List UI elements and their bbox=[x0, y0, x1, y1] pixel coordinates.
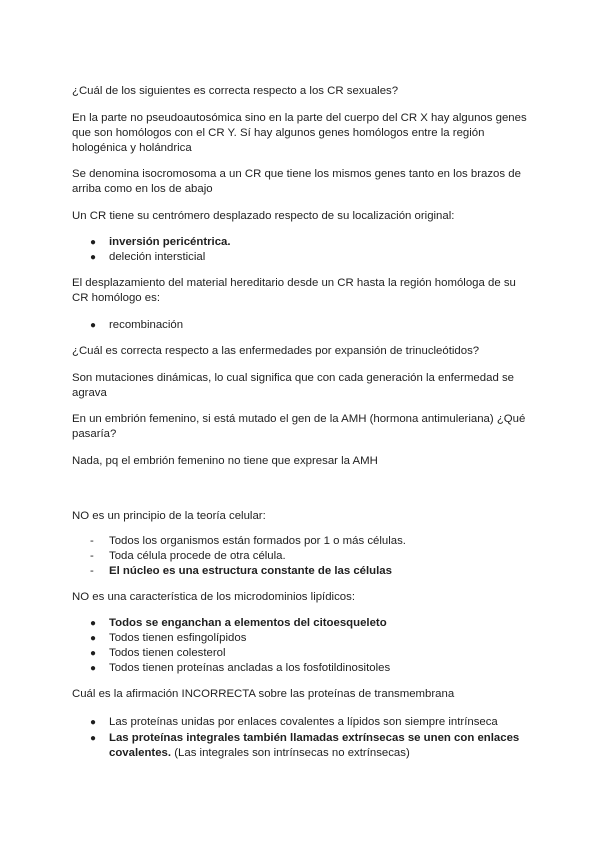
option-celula-procede: Toda célula procede de otra célula. bbox=[109, 550, 286, 562]
question-amh: En un embrión femenino, si está mutado el gen de la AMH (hormona antimuleriana) ¿Qué pasaría? bbox=[72, 413, 526, 440]
option-organismos-celulas: Todos los organismos están formados por 1 o más células. bbox=[109, 535, 406, 547]
bullet-dot: ● bbox=[90, 663, 97, 674]
bullet-dash: - bbox=[90, 565, 94, 577]
option-inversion-pericentrica: inversión pericéntrica. bbox=[109, 236, 231, 248]
option-colesterol: Todos tienen colesterol bbox=[109, 647, 226, 659]
option-proteinas-lipidos: Las proteínas unidas por enlaces covalentes a lípidos son siempre intrínseca bbox=[109, 716, 498, 728]
bullet-dot: ● bbox=[90, 618, 97, 629]
option-recombinacion: recombinación bbox=[109, 319, 184, 331]
option-citoesqueleto: Todos se enganchan a elementos del citoesqueleto bbox=[109, 617, 387, 629]
option-proteinas-integrales-bold: Las proteínas integrales también llamadas extrínsecas se unen con enlaces covalentes. bbox=[109, 732, 520, 759]
option-proteinas-integrales bbox=[109, 731, 529, 761]
bullet-dot: ● bbox=[90, 252, 97, 263]
question-teoria-celular: NO es un principio de la teoría celular: bbox=[72, 510, 266, 522]
bullet-dash: - bbox=[90, 535, 94, 547]
bullet-dot: ● bbox=[90, 717, 97, 728]
option-nucleo-constante: El núcleo es una estructura constante de las células bbox=[109, 565, 392, 577]
question-proteinas-transmembrana: Cuál es la afirmación INCORRECTA sobre las proteínas de transmembrana bbox=[72, 688, 455, 700]
option-proteinas-integrales-note: (Las integrales son intrínsecas no extrínsecas) bbox=[171, 747, 410, 759]
option-esfingolipidos: Todos tienen esfingolípidos bbox=[109, 632, 247, 644]
bullet-dot: ● bbox=[90, 237, 97, 248]
bullet-dot: ● bbox=[90, 633, 97, 644]
answer-mutaciones-dinamicas: Son mutaciones dinámicas, lo cual significa que con cada generación la enfermedad se agrava bbox=[72, 372, 514, 399]
bullet-dot: ● bbox=[90, 733, 97, 744]
bullet-dot: ● bbox=[90, 648, 97, 659]
answer-genes-homologos: En la parte no pseudoautosómica sino en la parte del cuerpo del CR X hay algunos genes que son homólogos con el CR Y. Sí hay algunos genes homólogos entre la región hologénica y holándrica bbox=[72, 112, 527, 154]
answer-amh: Nada, pq el embrión femenino no tiene que expresar la AMH bbox=[72, 455, 378, 467]
bullet-dash: - bbox=[90, 550, 94, 562]
question-centromero-desplazado: Un CR tiene su centrómero desplazado respecto de su localización original: bbox=[72, 210, 455, 222]
question-cr-sexuales: ¿Cuál de los siguientes es correcta respecto a los CR sexuales? bbox=[72, 85, 399, 97]
question-desplazamiento-material: El desplazamiento del material hereditario desde un CR hasta la región homóloga de su CR homólogo es: bbox=[72, 277, 516, 304]
answer-isocromosoma: Se denomina isocromosoma a un CR que tiene los mismos genes tanto en los brazos de arriba como en los de abajo bbox=[72, 168, 521, 195]
option-fosfotildinositoles: Todos tienen proteínas ancladas a los fosfotildinositoles bbox=[109, 662, 391, 674]
option-delecion-intersticial: deleción intersticial bbox=[109, 251, 206, 263]
question-microdominios: NO es una característica de los microdominios lipídicos: bbox=[72, 591, 355, 603]
bullet-dot: ● bbox=[90, 320, 97, 331]
question-trinucleotidos: ¿Cuál es correcta respecto a las enfermedades por expansión de trinucleótidos? bbox=[72, 345, 480, 357]
